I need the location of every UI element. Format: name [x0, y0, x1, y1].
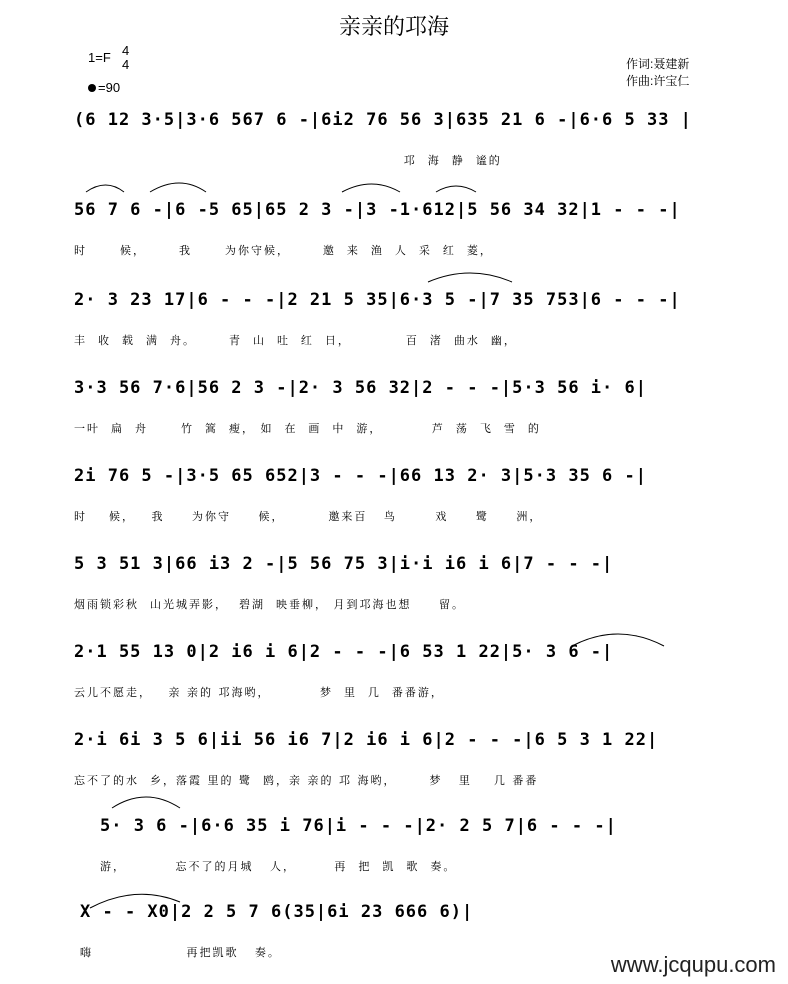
lyric-line: 忘不了的水 乡，落霞 里的 鹭 鸥，亲 亲的 邛 海哟， 梦 里 几 番番	[74, 774, 539, 787]
key-label: 1=F	[88, 50, 111, 65]
time-bottom: 4	[122, 57, 130, 72]
notation-line: 2· 3 23 17|6 - - -|2 21 5 35|6·3 5 -|7 35 753|6 - - -|	[74, 290, 681, 310]
lyric-line: 邛 海 静 谧的	[74, 154, 502, 167]
lyricist: 作词:聂建新	[626, 57, 690, 71]
score-system-6	[74, 544, 734, 624]
notation-line: X - - X0|2 2 5 7 6(35|6i 23 666 6)|	[80, 902, 474, 922]
lyric-line: 嗨 再把凯歌 奏。	[80, 946, 281, 959]
lyric-line: 一叶 扁 舟 竹 篙 瘦， 如 在 画 中 游， 芦 荡 飞 雪 的	[74, 422, 541, 435]
composer: 作曲:许宝仁	[626, 74, 690, 88]
score-system-1	[74, 100, 734, 180]
notation-line: 3·3 56 7·6|56 2 3 -|2· 3 56 32|2 - - -|5·3 56 i· 6|	[74, 378, 647, 398]
lyric-line: 时 候， 我 为你守 候， 邀来百 鸟 戏 鹭 洲，	[74, 510, 543, 523]
notation-line: 5· 3 6 -|6·6 35 i 76|i - - -|2· 2 5 7|6 - - -|	[100, 816, 617, 836]
site-watermark: www.jcqupu.com	[610, 952, 776, 977]
song-title: 亲亲的邛海	[338, 15, 449, 40]
time-top: 4	[122, 43, 130, 58]
quarter-note-icon	[88, 84, 96, 92]
score-system-5	[74, 456, 734, 536]
key-signature	[88, 43, 130, 72]
tempo-value: =90	[98, 80, 121, 95]
notation-line: 56 7 6 -|6 -5 65|65 2 3 -|3 -1·612|5 56 34 32|1 - - -|	[74, 200, 681, 220]
score-system-2	[74, 190, 734, 270]
notation-line: 2·i 6i 3 5 6|ii 56 i6 7|2 i6 i 6|2 - - -|6 5 3 1 22|	[74, 730, 659, 750]
notation-line: 2·1 55 13 0|2 i6 i 6|2 - - -|6 53 1 22|5· 3 6 -|	[74, 642, 614, 662]
score-system-9	[100, 806, 730, 886]
score-system-10	[80, 892, 560, 972]
notation-line: 2i 76 5 -|3·5 65 652|3 - - -|66 13 2· 3|5·3 35 6 -|	[74, 466, 647, 486]
score-system-8	[74, 720, 734, 800]
credits	[626, 56, 689, 90]
lyric-line: 丰 收 载 满 舟。 青 山 吐 红 日， 百 渚 曲水 幽，	[74, 334, 517, 347]
tempo-marking	[88, 80, 120, 95]
notation-line: (6 12 3·5|3·6 567 6 -|6i2 76 56 3|635 21 6 -|6·6 5 33 |	[74, 110, 692, 130]
lyric-line: 游， 忘不了的月城 人， 再 把 凯 歌 奏。	[100, 860, 457, 873]
notation-line: 5 3 51 3|66 i3 2 -|5 56 75 3|i·i i6 i 6|7 - - -|	[74, 554, 614, 574]
lyric-line: 云儿不愿走， 亲 亲的 邛海哟， 梦 里 几 番番游，	[74, 686, 444, 699]
time-signature	[122, 44, 129, 72]
lyric-line: 时 候， 我 为你守候， 邀 来 渔 人 采 红 菱，	[74, 244, 493, 257]
score-system-3	[74, 280, 734, 360]
score-system-7	[74, 632, 734, 712]
lyric-line: 烟雨锁彩秋 山光城弄影， 碧湖 映垂柳， 月到邛海也想 留。	[74, 598, 465, 611]
score-system-4	[74, 368, 734, 448]
